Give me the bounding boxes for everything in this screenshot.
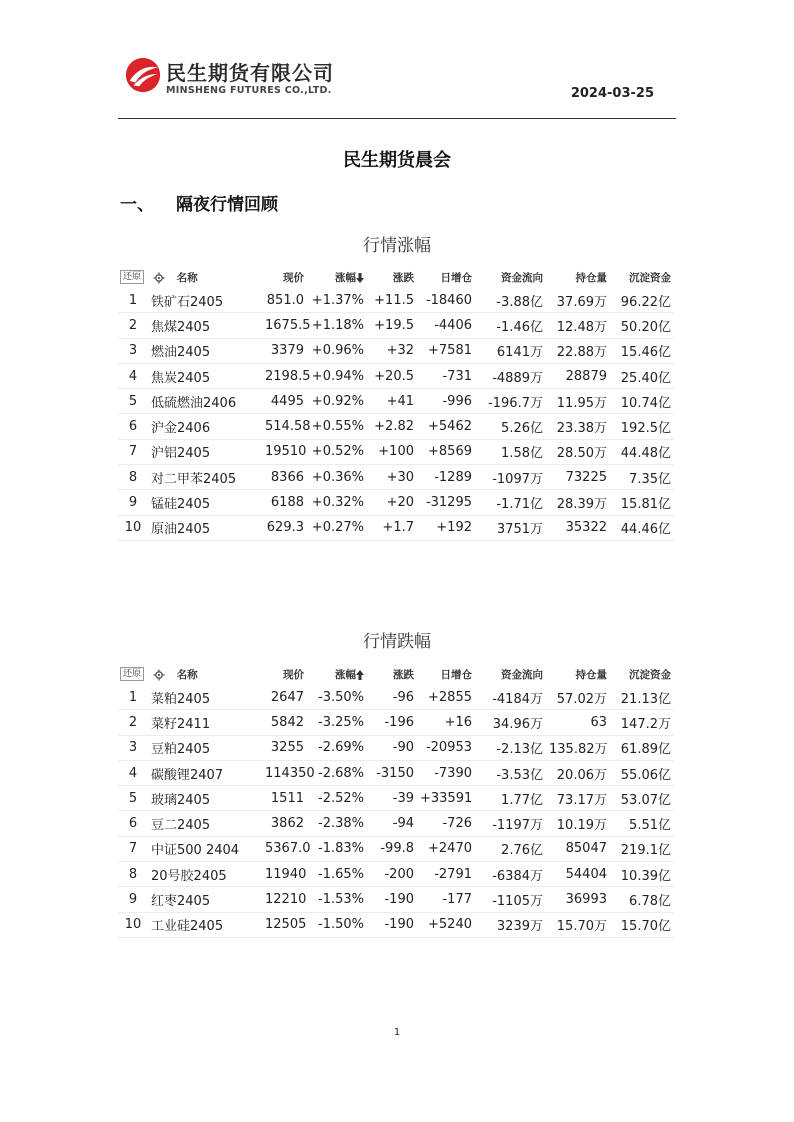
contract-name: 20号胶2405 [148, 862, 262, 887]
pct-change-cell: -2.52% [307, 786, 367, 811]
open-interest-cell: 10.19万 [546, 811, 610, 836]
row-index: 5 [118, 786, 148, 811]
contract-name: 低硫燃油2406 [148, 389, 262, 414]
change-cell: -96 [367, 685, 417, 710]
open-interest-cell: 28.50万 [546, 439, 610, 464]
table-row[interactable] [118, 414, 674, 439]
oi-change-cell: +33591 [417, 786, 475, 811]
settled-capital-cell: 15.70亿 [610, 912, 674, 937]
document-title: 民生期货晨会 [343, 150, 451, 171]
oi-change-cell: +192 [417, 515, 475, 540]
settled-capital-cell: 5.51亿 [610, 811, 674, 836]
change-cell: -200 [367, 862, 417, 887]
open-interest-cell: 35322 [546, 515, 610, 540]
oi-change-cell: -18460 [417, 288, 475, 313]
change-cell: +2.82 [367, 414, 417, 439]
fund-flow-cell: 3239万 [475, 912, 546, 937]
oi-change-cell: -996 [417, 389, 475, 414]
settled-capital-cell: 10.39亿 [610, 862, 674, 887]
column-header-oi-chg[interactable]: 日增仓 [440, 271, 472, 284]
open-interest-cell: 22.88万 [546, 338, 610, 363]
fund-flow-cell: -196.7万 [475, 389, 546, 414]
pct-change-cell: +0.36% [307, 465, 367, 490]
pct-change-cell: -1.83% [307, 836, 367, 861]
section-number: 一、 [120, 195, 154, 215]
pct-change-cell: -3.25% [307, 710, 367, 735]
column-header-pct[interactable]: 涨幅 [307, 266, 367, 288]
settled-capital-cell: 55.06亿 [610, 760, 674, 785]
open-interest-cell: 23.38万 [546, 414, 610, 439]
oi-change-cell: -726 [417, 811, 475, 836]
contract-name: 红枣2405 [148, 887, 262, 912]
table-row[interactable] [118, 515, 674, 540]
section-title: 隔夜行情回顾 [176, 195, 278, 215]
settled-capital-cell: 25.40亿 [610, 363, 674, 388]
restore-button[interactable]: 还原 [118, 266, 148, 288]
contract-name: 沪铝2405 [148, 439, 262, 464]
row-index: 6 [118, 811, 148, 836]
header-divider [118, 118, 676, 119]
row-index: 3 [118, 338, 148, 363]
settled-capital-cell: 219.1亿 [610, 836, 674, 861]
column-header-oi-chg[interactable]: 日增仓 [440, 668, 472, 681]
table-row[interactable] [118, 313, 674, 338]
table-row[interactable] [118, 811, 674, 836]
price-cell: 11940 [262, 862, 307, 887]
oi-change-cell: -31295 [417, 490, 475, 515]
price-cell: 514.58 [262, 414, 307, 439]
pct-change-cell: +0.96% [307, 338, 367, 363]
fund-flow-cell: -2.13亿 [475, 735, 546, 760]
fund-flow-cell: -1105万 [475, 887, 546, 912]
settled-capital-cell: 7.35亿 [610, 465, 674, 490]
company-name-cn: 民生期货有限公司 [166, 61, 334, 85]
open-interest-cell: 36993 [546, 887, 610, 912]
settled-capital-cell: 44.48亿 [610, 439, 674, 464]
oi-change-cell: +2855 [417, 685, 475, 710]
column-header-chg[interactable]: 涨跌 [393, 271, 414, 284]
settled-capital-cell: 50.20亿 [610, 313, 674, 338]
price-cell: 3862 [262, 811, 307, 836]
price-cell: 629.3 [262, 515, 307, 540]
fund-flow-cell: -6384万 [475, 862, 546, 887]
pct-change-cell: +1.37% [307, 288, 367, 313]
table-row[interactable] [118, 389, 674, 414]
open-interest-cell: 73225 [546, 465, 610, 490]
table-row[interactable] [118, 439, 674, 464]
fund-flow-cell: -1.46亿 [475, 313, 546, 338]
price-cell: 5842 [262, 710, 307, 735]
open-interest-cell: 28.39万 [546, 490, 610, 515]
row-index: 1 [118, 288, 148, 313]
fund-flow-cell: 1.58亿 [475, 439, 546, 464]
table-row[interactable] [118, 912, 674, 937]
fund-flow-cell: -1.71亿 [475, 490, 546, 515]
contract-name: 原油2405 [148, 515, 262, 540]
change-cell: -90 [367, 735, 417, 760]
oi-change-cell: -4406 [417, 313, 475, 338]
settled-capital-cell: 44.46亿 [610, 515, 674, 540]
contract-name: 玻璃2405 [148, 786, 262, 811]
contract-name: 沪金2406 [148, 414, 262, 439]
column-header-price[interactable]: 现价 [283, 668, 304, 681]
open-interest-cell: 12.48万 [546, 313, 610, 338]
contract-name: 中证500 2404 [148, 836, 262, 861]
oi-change-cell: +2470 [417, 836, 475, 861]
change-cell: +41 [367, 389, 417, 414]
open-interest-cell: 11.95万 [546, 389, 610, 414]
oi-change-cell: -1289 [417, 465, 475, 490]
pct-change-cell: +0.55% [307, 414, 367, 439]
open-interest-cell: 20.06万 [546, 760, 610, 785]
table-row[interactable] [118, 338, 674, 363]
column-header-oi[interactable]: 持仓量 [575, 668, 607, 681]
column-header-price[interactable]: 现价 [283, 271, 304, 284]
change-cell: +11.5 [367, 288, 417, 313]
price-cell: 8366 [262, 465, 307, 490]
fund-flow-cell: -4889万 [475, 363, 546, 388]
oi-change-cell: +7581 [417, 338, 475, 363]
contract-name: 焦煤2405 [148, 313, 262, 338]
open-interest-cell: 54404 [546, 862, 610, 887]
column-header-cap[interactable]: 沉淀资金 [629, 271, 671, 284]
column-header-name[interactable]: 名称 [148, 266, 262, 288]
price-cell: 19510 [262, 439, 307, 464]
table-row[interactable] [118, 490, 674, 515]
losers-header-row [118, 663, 674, 685]
losers-table-title: 行情跌幅 [363, 632, 431, 652]
row-index: 7 [118, 836, 148, 861]
contract-name: 菜粕2405 [148, 685, 262, 710]
settled-capital-cell: 15.46亿 [610, 338, 674, 363]
change-cell: -99.8 [367, 836, 417, 861]
row-index: 9 [118, 490, 148, 515]
pct-change-cell: +0.92% [307, 389, 367, 414]
price-cell: 2647 [262, 685, 307, 710]
oi-change-cell: +5240 [417, 912, 475, 937]
column-header-flow[interactable]: 资金流向 [501, 668, 543, 681]
open-interest-cell: 15.70万 [546, 912, 610, 937]
change-cell: +1.7 [367, 515, 417, 540]
company-logo-icon [124, 56, 162, 94]
row-index: 2 [118, 710, 148, 735]
contract-name: 豆粕2405 [148, 735, 262, 760]
fund-flow-cell: -4184万 [475, 685, 546, 710]
change-cell: -3150 [367, 760, 417, 785]
settled-capital-cell: 21.13亿 [610, 685, 674, 710]
row-index: 2 [118, 313, 148, 338]
change-cell: +19.5 [367, 313, 417, 338]
settled-capital-cell: 15.81亿 [610, 490, 674, 515]
oi-change-cell: +5462 [417, 414, 475, 439]
table-row[interactable] [118, 887, 674, 912]
settings-gear-icon[interactable] [153, 272, 165, 284]
table-row[interactable] [118, 760, 674, 785]
gainers-table [118, 266, 674, 541]
settled-capital-cell: 53.07亿 [610, 786, 674, 811]
row-index: 10 [118, 912, 148, 937]
table-row[interactable] [118, 710, 674, 735]
change-cell: -94 [367, 811, 417, 836]
contract-name: 铁矿石2405 [148, 288, 262, 313]
open-interest-cell: 85047 [546, 836, 610, 861]
pct-change-cell: -1.65% [307, 862, 367, 887]
row-index: 3 [118, 735, 148, 760]
restore-button[interactable]: 还原 [118, 663, 148, 685]
table-row[interactable] [118, 786, 674, 811]
open-interest-cell: 135.82万 [546, 735, 610, 760]
contract-name: 碳酸锂2407 [148, 760, 262, 785]
fund-flow-cell: -3.53亿 [475, 760, 546, 785]
pct-change-cell: -1.50% [307, 912, 367, 937]
settled-capital-cell: 6.78亿 [610, 887, 674, 912]
change-cell: +20.5 [367, 363, 417, 388]
open-interest-cell: 63 [546, 710, 610, 735]
contract-name: 菜籽2411 [148, 710, 262, 735]
open-interest-cell: 57.02万 [546, 685, 610, 710]
price-cell: 851.0 [262, 288, 307, 313]
price-cell: 114350 [262, 760, 307, 785]
column-header-oi[interactable]: 持仓量 [575, 271, 607, 284]
row-index: 1 [118, 685, 148, 710]
settled-capital-cell: 96.22亿 [610, 288, 674, 313]
gainers-table-title: 行情涨幅 [363, 236, 431, 256]
pct-change-cell: -1.53% [307, 887, 367, 912]
change-cell: -190 [367, 912, 417, 937]
oi-change-cell: +8569 [417, 439, 475, 464]
price-cell: 3255 [262, 735, 307, 760]
report-date: 2024-03-25 [570, 86, 654, 101]
oi-change-cell: -7390 [417, 760, 475, 785]
pct-change-cell: +0.27% [307, 515, 367, 540]
fund-flow-cell: -1097万 [475, 465, 546, 490]
pct-change-cell: -2.69% [307, 735, 367, 760]
row-index: 5 [118, 389, 148, 414]
table-row[interactable] [118, 363, 674, 388]
contract-name: 焦炭2405 [148, 363, 262, 388]
fund-flow-cell: 1.77亿 [475, 786, 546, 811]
contract-name: 锰硅2405 [148, 490, 262, 515]
column-header-flow[interactable]: 资金流向 [501, 271, 543, 284]
fund-flow-cell: -1197万 [475, 811, 546, 836]
fund-flow-cell: 2.76亿 [475, 836, 546, 861]
change-cell: +32 [367, 338, 417, 363]
change-cell: +20 [367, 490, 417, 515]
settled-capital-cell: 192.5亿 [610, 414, 674, 439]
price-cell: 1675.5 [262, 313, 307, 338]
open-interest-cell: 37.69万 [546, 288, 610, 313]
fund-flow-cell: 3751万 [475, 515, 546, 540]
price-cell: 12210 [262, 887, 307, 912]
price-cell: 5367.0 [262, 836, 307, 861]
price-cell: 1511 [262, 786, 307, 811]
change-cell: -196 [367, 710, 417, 735]
change-cell: +30 [367, 465, 417, 490]
row-index: 6 [118, 414, 148, 439]
fund-flow-cell: 6141万 [475, 338, 546, 363]
company-logo [124, 56, 384, 102]
settled-capital-cell: 61.89亿 [610, 735, 674, 760]
price-cell: 6188 [262, 490, 307, 515]
table-row[interactable] [118, 862, 674, 887]
settings-gear-icon[interactable] [153, 669, 165, 681]
pct-change-cell: +0.94% [307, 363, 367, 388]
column-header-name[interactable]: 名称 [148, 663, 262, 685]
column-header-cap[interactable]: 沉淀资金 [629, 668, 671, 681]
oi-change-cell: -731 [417, 363, 475, 388]
oi-change-cell: -2791 [417, 862, 475, 887]
contract-name: 燃油2405 [148, 338, 262, 363]
pct-change-cell: +0.32% [307, 490, 367, 515]
change-cell: -190 [367, 887, 417, 912]
fund-flow-cell: 34.96万 [475, 710, 546, 735]
row-index: 7 [118, 439, 148, 464]
oi-change-cell: -20953 [417, 735, 475, 760]
row-index: 8 [118, 862, 148, 887]
row-index: 10 [118, 515, 148, 540]
column-header-pct[interactable]: 涨幅 [307, 663, 367, 685]
contract-name: 工业硅2405 [148, 912, 262, 937]
page-number: 1 [393, 1027, 401, 1038]
company-name-en: MINSHENG FUTURES CO.,LTD. [166, 85, 332, 96]
contract-name: 豆二2405 [148, 811, 262, 836]
gainers-header-row [118, 266, 674, 288]
table-row[interactable] [118, 836, 674, 861]
pct-change-cell: -2.68% [307, 760, 367, 785]
price-cell: 3379 [262, 338, 307, 363]
row-index: 9 [118, 887, 148, 912]
price-cell: 12505 [262, 912, 307, 937]
oi-change-cell: +16 [417, 710, 475, 735]
column-header-chg[interactable]: 涨跌 [393, 668, 414, 681]
oi-change-cell: -177 [417, 887, 475, 912]
pct-change-cell: -3.50% [307, 685, 367, 710]
row-index: 8 [118, 465, 148, 490]
pct-change-cell: -2.38% [307, 811, 367, 836]
fund-flow-cell: -3.88亿 [475, 288, 546, 313]
change-cell: -39 [367, 786, 417, 811]
pct-change-cell: +1.18% [307, 313, 367, 338]
pct-change-cell: +0.52% [307, 439, 367, 464]
losers-table [118, 663, 674, 938]
open-interest-cell: 28879 [546, 363, 610, 388]
row-index: 4 [118, 760, 148, 785]
table-row[interactable] [118, 735, 674, 760]
table-row[interactable] [118, 465, 674, 490]
table-row[interactable] [118, 685, 674, 710]
section-heading [120, 190, 278, 215]
change-cell: +100 [367, 439, 417, 464]
row-index: 4 [118, 363, 148, 388]
contract-name: 对二甲苯2405 [148, 465, 262, 490]
settled-capital-cell: 10.74亿 [610, 389, 674, 414]
settled-capital-cell: 147.2万 [610, 710, 674, 735]
price-cell: 4495 [262, 389, 307, 414]
sort-desc-arrow-icon[interactable] [356, 273, 364, 283]
sort-asc-arrow-icon[interactable] [356, 670, 364, 680]
fund-flow-cell: 5.26亿 [475, 414, 546, 439]
price-cell: 2198.5 [262, 363, 307, 388]
table-row[interactable] [118, 288, 674, 313]
open-interest-cell: 73.17万 [546, 786, 610, 811]
